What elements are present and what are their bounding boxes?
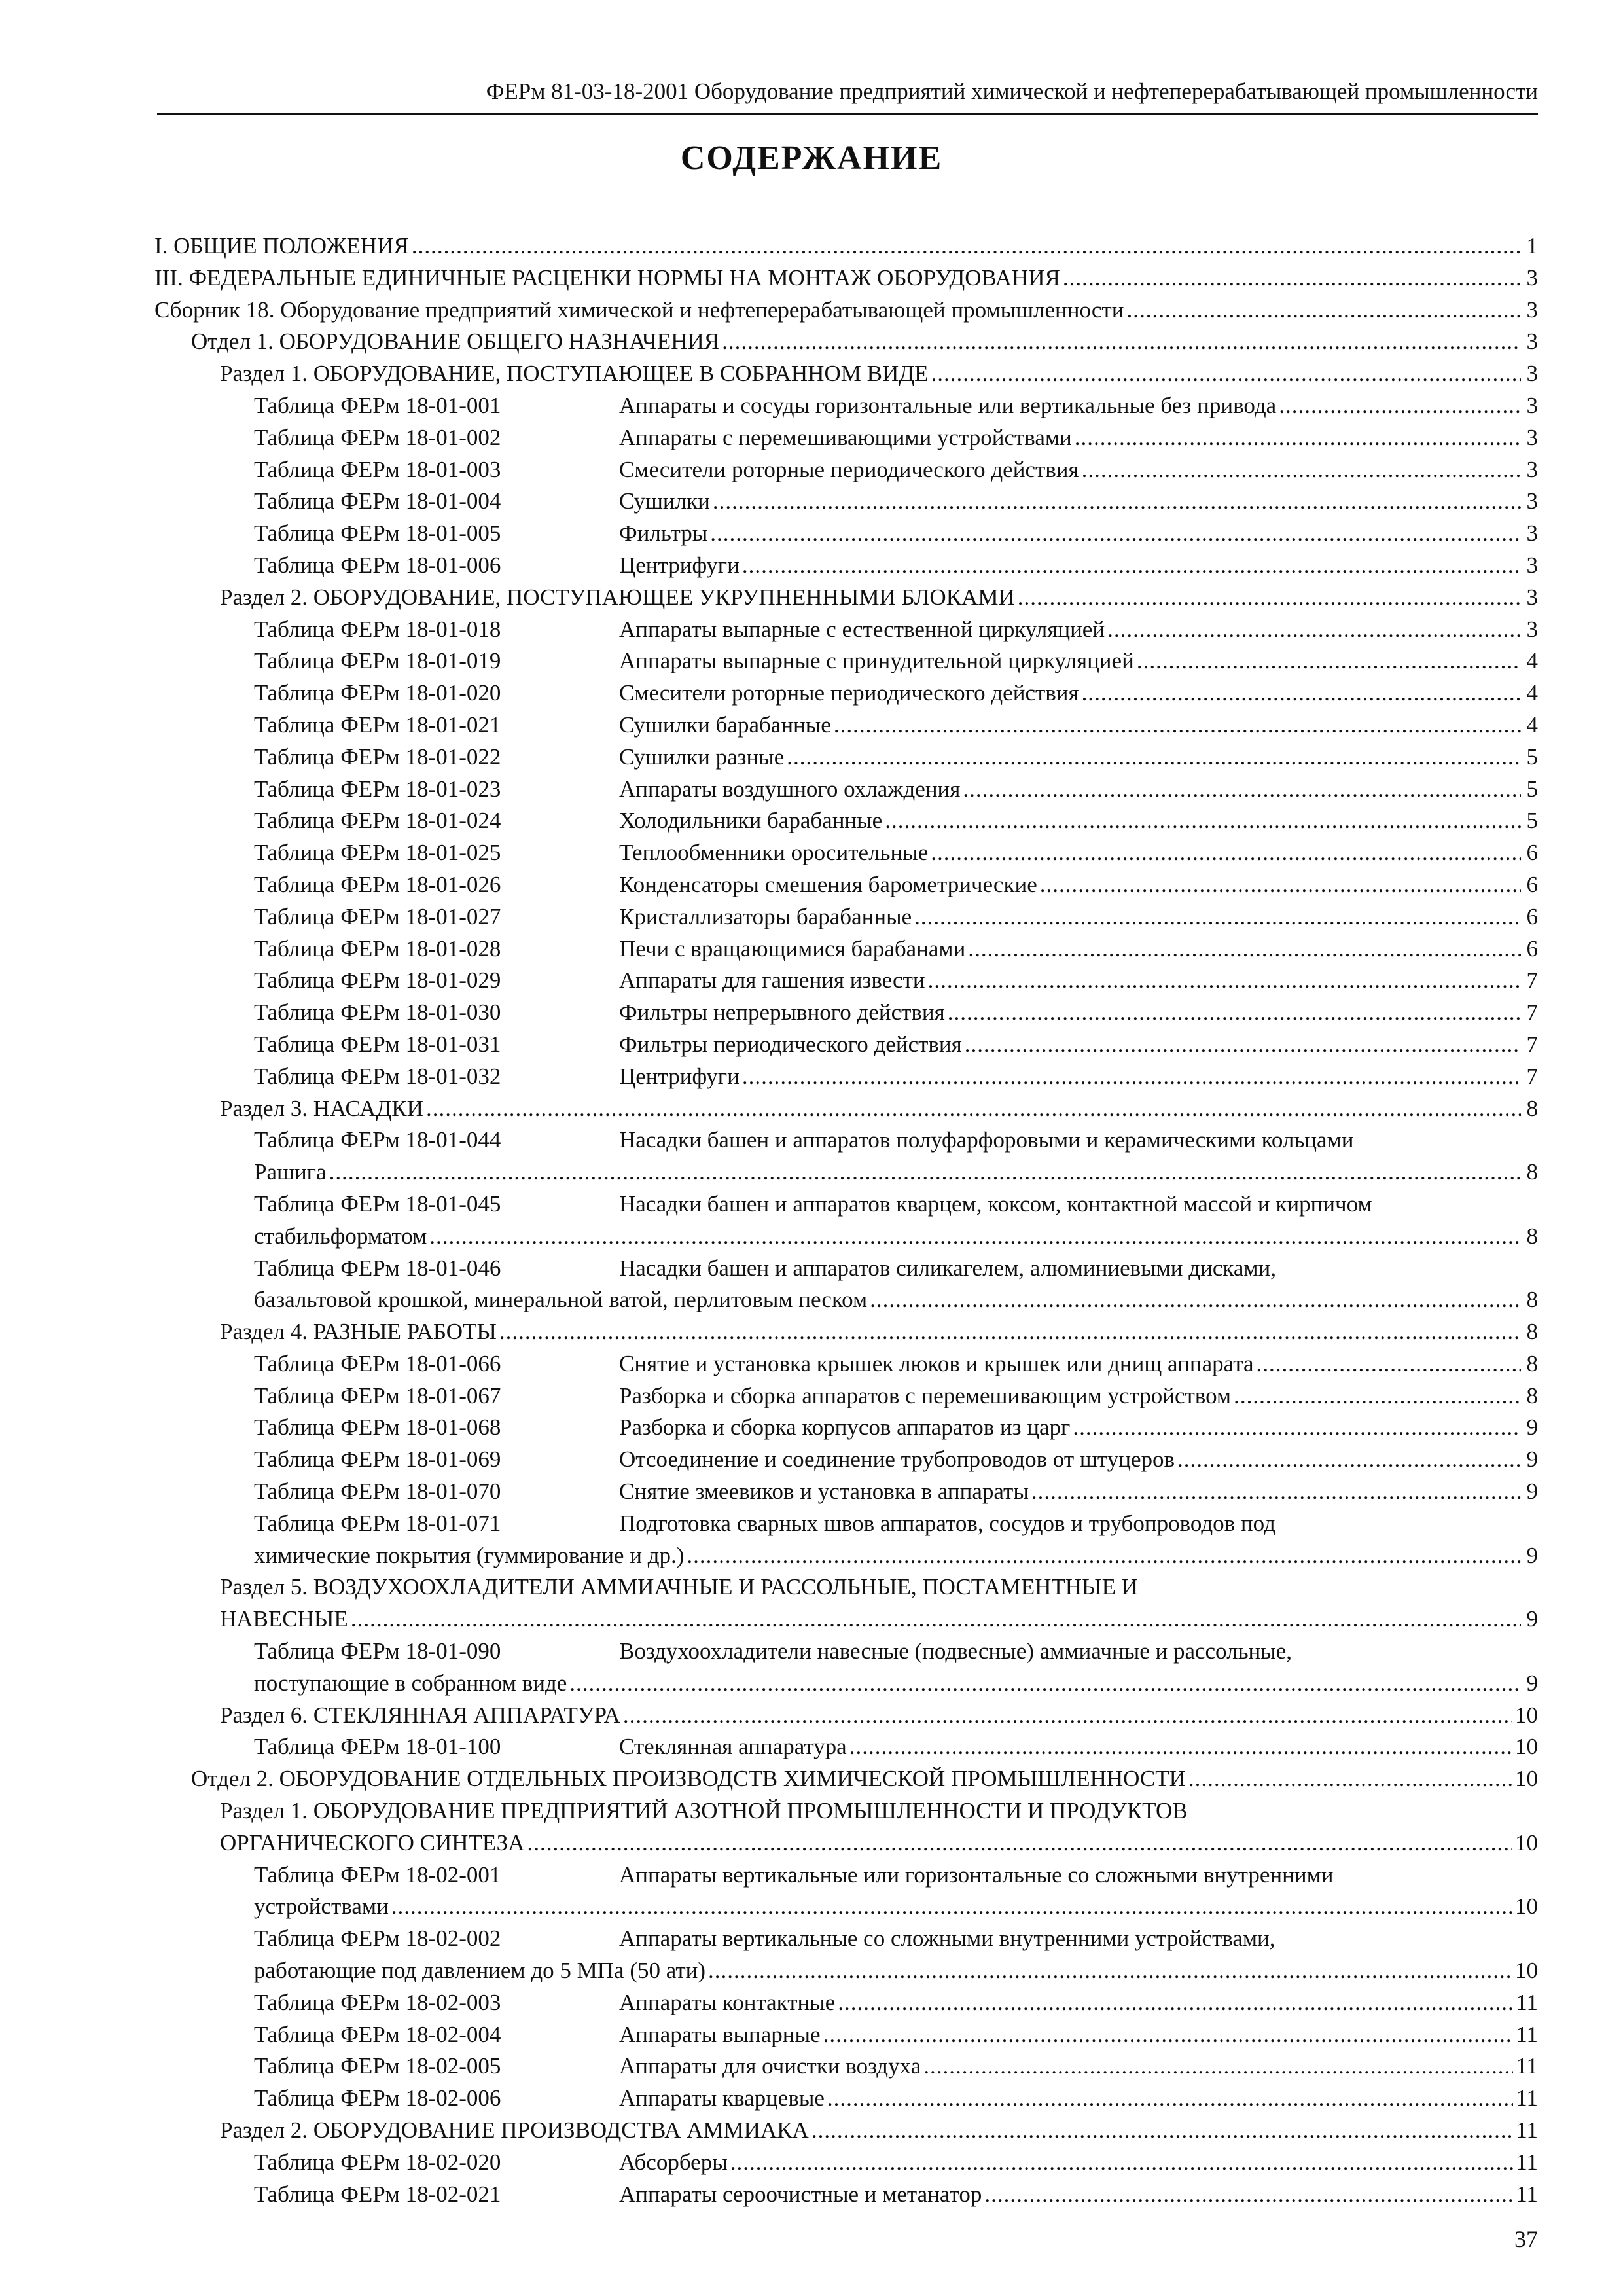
toc-entry-title: Воздухоохладители навесные (подвесные) аммиачные и рассольные, <box>619 1638 1293 1664</box>
toc-table-entry[interactable] <box>154 486 1538 518</box>
toc-entry-code: Таблица ФЕРм 18-02-021 <box>254 2181 501 2207</box>
dot-leader <box>1063 262 1521 295</box>
toc-entry-page: 8 <box>1521 1348 1538 1380</box>
toc-entry-title: Кристаллизаторы барабанные <box>619 903 912 929</box>
toc-entry-title: Аппараты сероочистные и метанатор <box>619 2181 982 2207</box>
dot-leader <box>827 2083 1513 2115</box>
toc-entry-page: 3 <box>1521 295 1538 327</box>
toc-table-entry[interactable] <box>154 2147 1538 2179</box>
toc-entry-page: 9 <box>1521 1604 1538 1636</box>
toc-entry-title: Разборка и сборка корпусов аппаратов из царг <box>619 1414 1071 1441</box>
toc-entry-title: Сушилки барабанные <box>619 711 831 738</box>
toc-entry-title: Аппараты вертикальные со сложными внутренними устройствами, <box>619 1926 1275 1952</box>
toc-entry-page: 3 <box>1521 326 1538 358</box>
dot-leader <box>1188 1763 1512 1795</box>
page-number: 37 <box>1514 2226 1538 2252</box>
toc-entry-title: Снятие и установка крышек люков и крышек или днищ аппарата <box>619 1350 1254 1376</box>
toc-entry-code: Таблица ФЕРм 18-01-070 <box>254 1479 501 1505</box>
toc-entry-page: 6 <box>1521 837 1538 869</box>
toc-entry-code: Таблица ФЕРм 18-02-006 <box>254 2085 501 2111</box>
toc-section-entry[interactable] <box>154 1093 1538 1125</box>
toc-entry-page: 10 <box>1512 1891 1538 1923</box>
toc-table-entry[interactable] <box>154 742 1538 774</box>
dot-leader <box>948 997 1521 1029</box>
toc-entry-title: Аппараты и сосуды горизонтальные или вертикальные без привода <box>619 392 1277 418</box>
toc-table-entry[interactable] <box>154 869 1538 901</box>
dot-leader <box>984 2179 1513 2211</box>
toc-entry-code: Таблица ФЕРм 18-01-006 <box>254 552 501 578</box>
toc-entry-title: Раздел 4. РАЗНЫЕ РАБОТЫ <box>220 1319 497 1345</box>
toc-table-entry[interactable] <box>154 1380 1538 1412</box>
toc-entry-page: 8 <box>1521 1157 1538 1189</box>
toc-entry-title-continuation: Рашига <box>254 1157 329 1189</box>
dot-leader <box>710 518 1521 550</box>
toc-entry-code: Таблица ФЕРм 18-01-022 <box>254 744 501 770</box>
dot-leader <box>923 2051 1513 2083</box>
dot-leader <box>527 1827 1513 1859</box>
toc-table-entry[interactable] <box>154 1923 1538 1955</box>
dot-leader <box>838 1987 1513 2019</box>
toc-table-entry[interactable] <box>154 1412 1538 1444</box>
toc-entry-code: Таблица ФЕРм 18-01-069 <box>254 1446 501 1473</box>
toc-entry-page: 5 <box>1521 774 1538 806</box>
toc-entry-code: Таблица ФЕРм 18-02-003 <box>254 1989 501 2015</box>
dot-leader <box>965 1029 1521 1061</box>
toc-table-entry[interactable] <box>154 1636 1538 1668</box>
toc-entry-title: Аппараты кварцевые <box>619 2085 825 2111</box>
toc-table-entry[interactable] <box>154 614 1538 646</box>
toc-table-entry[interactable] <box>154 933 1538 965</box>
toc-entry-page: 11 <box>1513 1987 1538 2019</box>
toc-table-entry[interactable] <box>154 677 1538 709</box>
toc-table-entry[interactable] <box>154 805 1538 837</box>
toc-entry-title: Раздел 2. ОБОРУДОВАНИЕ, ПОСТУПАЮЩЕЕ УКРУПНЕННЫМИ БЛОКАМИ <box>220 584 1015 610</box>
toc-table-entry[interactable] <box>154 837 1538 869</box>
toc-entry-page: 11 <box>1513 2051 1538 2083</box>
toc-entry-code: Таблица ФЕРм 18-01-028 <box>254 935 501 961</box>
toc-entry-title-continuation: поступающие в собранном виде <box>254 1668 569 1700</box>
toc-entry-code: Таблица ФЕРм 18-01-030 <box>254 999 501 1026</box>
running-header-text: ФЕРм 81-03-18-2001 Оборудование предприятий химической и нефтеперерабатывающей промышленности <box>486 79 1538 104</box>
toc-entry-page: 8 <box>1521 1093 1538 1125</box>
toc-entry-title: Смесители роторные периодического действия <box>619 456 1079 482</box>
toc-entry-code: Таблица ФЕРм 18-01-003 <box>254 456 501 482</box>
toc-entry-page: 3 <box>1521 550 1538 582</box>
toc-entry-code: Таблица ФЕРм 18-01-018 <box>254 616 501 642</box>
toc-table-entry[interactable] <box>154 1508 1538 1540</box>
toc-entry-title: Абсорберы <box>619 2149 728 2175</box>
toc-entry-title-continuation: ОРГАНИЧЕСКОГО СИНТЕЗА <box>220 1827 527 1859</box>
dot-leader <box>787 742 1521 774</box>
toc-entry-page: 10 <box>1512 1731 1538 1763</box>
dot-leader <box>928 965 1521 997</box>
dot-leader <box>391 1891 1512 1923</box>
toc-entry-page: 3 <box>1521 422 1538 454</box>
dot-leader <box>351 1604 1521 1636</box>
toc-entry-code: Таблица ФЕРм 18-01-020 <box>254 680 501 706</box>
toc-entry-page: 3 <box>1521 390 1538 422</box>
dot-leader <box>1137 645 1521 677</box>
toc-entry-title: Сушилки <box>619 488 710 514</box>
toc-table-entry[interactable] <box>154 1029 1538 1061</box>
dot-leader <box>870 1284 1521 1316</box>
dot-leader <box>931 837 1521 869</box>
toc-entry-page: 9 <box>1521 1540 1538 1572</box>
toc-entry-code: Таблица ФЕРм 18-02-001 <box>254 1861 501 1888</box>
toc-entry-title: Отдел 1. ОБОРУДОВАНИЕ ОБЩЕГО НАЗНАЧЕНИЯ <box>191 329 720 355</box>
toc-entry-title: Аппараты с перемешивающими устройствами <box>619 424 1072 450</box>
toc-entry-code: Таблица ФЕРм 18-01-029 <box>254 967 501 994</box>
toc-entry-code: Таблица ФЕРм 18-01-021 <box>254 711 501 738</box>
toc-entry-title: Сушилки разные <box>619 744 785 770</box>
toc-entry-code: Таблица ФЕРм 18-01-045 <box>254 1191 501 1217</box>
toc-entry-title: Раздел 1. ОБОРУДОВАНИЕ ПРЕДПРИЯТИЙ АЗОТНОЙ ПРОМЫШЛЕННОСТИ И ПРОДУКТОВ <box>220 1798 1188 1824</box>
toc-entry-continuation[interactable] <box>154 1955 1538 1987</box>
toc-entry-page: 9 <box>1521 1444 1538 1476</box>
toc-entry-code: Таблица ФЕРм 18-01-046 <box>254 1255 501 1281</box>
dot-leader <box>1082 454 1521 486</box>
toc-table-entry[interactable] <box>154 965 1538 997</box>
toc-entry-code: Таблица ФЕРм 18-01-024 <box>254 808 501 834</box>
toc-entry-code: Таблица ФЕРм 18-01-032 <box>254 1063 501 1089</box>
toc-section-entry[interactable] <box>154 1700 1538 1732</box>
toc-entry-title: I. ОБЩИЕ ПОЛОЖЕНИЯ <box>154 233 409 259</box>
toc-entry-title: Холодильники барабанные <box>619 808 883 834</box>
toc-entry-page: 10 <box>1512 1700 1538 1732</box>
toc-entry-code: Таблица ФЕРм 18-01-019 <box>254 648 501 674</box>
toc-entry-title: Аппараты для гашения извести <box>619 967 925 994</box>
toc-entry-code: Таблица ФЕРм 18-02-005 <box>254 2053 501 2079</box>
dot-leader <box>722 326 1521 358</box>
toc-entry-page: 3 <box>1521 614 1538 646</box>
dot-leader <box>1177 1444 1521 1476</box>
toc-entry-title: Центрифуги <box>619 552 740 578</box>
toc-table-entry[interactable] <box>154 774 1538 806</box>
toc-table-entry[interactable] <box>154 1253 1538 1285</box>
dot-leader <box>730 2147 1514 2179</box>
toc-entry-title: Сборник 18. Оборудование предприятий химической и нефтеперерабатывающей промышленности <box>154 296 1124 323</box>
dot-leader <box>412 230 1521 262</box>
toc-entry-code: Таблица ФЕРм 18-01-004 <box>254 488 501 514</box>
toc-entry-title: Снятие змеевиков и установка в аппараты <box>619 1479 1029 1505</box>
dot-leader <box>1073 1412 1521 1444</box>
toc-entry-title: Отдел 2. ОБОРУДОВАНИЕ ОТДЕЛЬНЫХ ПРОИЗВОДСТВ ХИМИЧЕСКОЙ ПРОМЫШЛЕННОСТИ <box>191 1766 1186 1792</box>
toc-entry-page: 11 <box>1513 2019 1538 2051</box>
toc-entry-page: 9 <box>1521 1412 1538 1444</box>
running-header <box>157 75 1538 115</box>
toc-table-entry[interactable] <box>154 1476 1538 1508</box>
toc-entry-title-continuation: химические покрытия (гуммирование и др.) <box>254 1540 687 1572</box>
toc-entry-title: Аппараты выпарные с естественной циркуляцией <box>619 616 1105 642</box>
dot-leader <box>1257 1348 1522 1380</box>
toc-entry-continuation[interactable] <box>154 1604 1538 1636</box>
dot-leader <box>1107 614 1521 646</box>
toc-table-entry[interactable] <box>154 1859 1538 1892</box>
toc-table-entry[interactable] <box>154 454 1538 486</box>
toc-entry-page: 8 <box>1521 1284 1538 1316</box>
toc-entry-continuation[interactable] <box>154 1668 1538 1700</box>
toc-entry-title: Конденсаторы смешения барометрические <box>619 871 1037 897</box>
toc-entry-code: Таблица ФЕРм 18-01-026 <box>254 871 501 897</box>
toc-entry-page: 7 <box>1521 965 1538 997</box>
toc-entry-page: 3 <box>1521 454 1538 486</box>
toc-table-entry[interactable] <box>154 709 1538 742</box>
toc-entry-title: Раздел 6. СТЕКЛЯННАЯ АППАРАТУРА <box>220 1702 620 1728</box>
dot-leader <box>931 358 1521 390</box>
toc-table-entry[interactable] <box>154 390 1538 422</box>
dot-leader <box>812 2115 1513 2147</box>
dot-leader <box>1126 295 1521 327</box>
toc-entry-page: 9 <box>1521 1476 1538 1508</box>
toc-entry-page: 11 <box>1513 2179 1538 2211</box>
toc-entry-page: 11 <box>1513 2147 1538 2179</box>
toc-entry-code: Таблица ФЕРм 18-01-068 <box>254 1414 501 1441</box>
toc-entry-page: 10 <box>1512 1827 1538 1859</box>
toc-table-entry[interactable] <box>154 518 1538 550</box>
dot-leader <box>426 1093 1521 1125</box>
toc-entry-code: Таблица ФЕРм 18-01-027 <box>254 903 501 929</box>
toc-entry-page: 3 <box>1521 358 1538 390</box>
toc-entry-code: Таблица ФЕРм 18-01-067 <box>254 1382 501 1408</box>
toc-entry-title: Теплообменники оросительные <box>619 840 929 866</box>
toc-entry-page: 7 <box>1521 1029 1538 1061</box>
page-title: СОДЕРЖАНИЕ <box>680 139 943 177</box>
toc-entry-title-continuation: стабильформатом <box>254 1221 429 1253</box>
toc-entry-title: Насадки башен и аппаратов кварцем, коксом, контактной массой и кирпичом <box>619 1191 1372 1217</box>
toc-entry-title: Центрифуги <box>619 1063 740 1089</box>
toc-entry-title: Отсоединение и соединение трубопроводов от штуцеров <box>619 1446 1175 1473</box>
toc-entry-code: Таблица ФЕРм 18-01-005 <box>254 520 501 547</box>
toc-entry-page: 7 <box>1521 997 1538 1029</box>
toc-entry-title: Аппараты контактные <box>619 1989 836 2015</box>
dot-leader <box>1018 582 1521 614</box>
dot-leader <box>742 1061 1521 1093</box>
dot-leader <box>713 486 1521 518</box>
toc-table-entry[interactable] <box>154 645 1538 677</box>
toc-entry-page: 4 <box>1521 677 1538 709</box>
toc-section-entry[interactable] <box>154 1316 1538 1348</box>
toc-entry-page: 11 <box>1513 2115 1538 2147</box>
toc-entry-continuation[interactable] <box>154 1827 1538 1859</box>
toc-section-entry[interactable] <box>154 326 1538 358</box>
toc-entry-title: Аппараты вертикальные или горизонтальные со сложными внутренними <box>619 1861 1334 1888</box>
toc-section-entry[interactable] <box>154 2115 1538 2147</box>
dot-leader <box>849 1731 1512 1763</box>
toc-section-entry[interactable] <box>154 1795 1538 1827</box>
dot-leader <box>1075 422 1521 454</box>
dot-leader <box>968 933 1521 965</box>
toc-table-entry[interactable] <box>154 2019 1538 2051</box>
toc-entry-page: 4 <box>1521 645 1538 677</box>
table-of-contents <box>154 230 1538 2210</box>
dot-leader <box>687 1540 1521 1572</box>
dot-leader <box>569 1668 1521 1700</box>
dot-leader <box>1040 869 1521 901</box>
toc-entry-title: Фильтры <box>619 520 708 547</box>
toc-entry-title-continuation: базальтовой крошкой, минеральной ватой, перлитовым песком <box>254 1284 870 1316</box>
toc-entry-page: 3 <box>1521 518 1538 550</box>
toc-table-entry[interactable] <box>154 1189 1538 1221</box>
toc-entry-page: 8 <box>1521 1380 1538 1412</box>
toc-section-entry[interactable] <box>154 230 1538 262</box>
toc-table-entry[interactable] <box>154 1061 1538 1093</box>
toc-entry-code: Таблица ФЕРм 18-01-071 <box>254 1510 501 1536</box>
toc-entry-title: Подготовка сварных швов аппаратов, сосудов и трубопроводов под <box>619 1510 1275 1536</box>
toc-section-entry[interactable] <box>154 1763 1538 1795</box>
toc-entry-title: Фильтры непрерывного действия <box>619 999 945 1026</box>
toc-entry-code: Таблица ФЕРм 18-02-020 <box>254 2149 501 2175</box>
toc-section-entry[interactable] <box>154 262 1538 295</box>
dot-leader <box>1082 677 1521 709</box>
toc-entry-code: Таблица ФЕРм 18-01-023 <box>254 776 501 802</box>
toc-entry-title: Стеклянная аппаратура <box>619 1734 847 1760</box>
toc-entry-continuation[interactable] <box>154 1157 1538 1189</box>
toc-table-entry[interactable] <box>154 2051 1538 2083</box>
toc-entry-title: Раздел 2. ОБОРУДОВАНИЕ ПРОИЗВОДСТВА АММИАКА <box>220 2117 809 2144</box>
dot-leader <box>623 1700 1512 1732</box>
toc-entry-continuation[interactable] <box>154 1891 1538 1923</box>
toc-entry-code: Таблица ФЕРм 18-01-002 <box>254 424 501 450</box>
dot-leader <box>429 1221 1521 1253</box>
toc-entry-title-continuation: устройствами <box>254 1891 391 1923</box>
toc-entry-page: 5 <box>1521 742 1538 774</box>
toc-entry-title: Раздел 1. ОБОРУДОВАНИЕ, ПОСТУПАЮЩЕЕ В СОБРАННОМ ВИДЕ <box>220 361 929 387</box>
toc-entry-page: 1 <box>1521 230 1538 262</box>
toc-entry-code: Таблица ФЕРм 18-02-004 <box>254 2021 501 2047</box>
dot-leader <box>823 2019 1514 2051</box>
toc-entry-page: 3 <box>1521 486 1538 518</box>
toc-table-entry[interactable] <box>154 901 1538 933</box>
toc-entry-title: Разборка и сборка аппаратов с перемешивающим устройством <box>619 1382 1232 1408</box>
toc-entry-page: 3 <box>1521 582 1538 614</box>
toc-entry-title-continuation: работающие под давлением до 5 МПа (50 ати) <box>254 1955 708 1987</box>
toc-entry-title: Смесители роторные периодического действия <box>619 680 1079 706</box>
toc-entry-title: Раздел 3. НАСАДКИ <box>220 1095 423 1121</box>
toc-entry-page: 8 <box>1521 1316 1538 1348</box>
toc-entry-page: 5 <box>1521 805 1538 837</box>
toc-entry-continuation[interactable] <box>154 1540 1538 1572</box>
toc-entry-code: Таблица ФЕРм 18-01-100 <box>254 1734 501 1760</box>
toc-entry-page: 9 <box>1521 1668 1538 1700</box>
toc-entry-continuation[interactable] <box>154 1284 1538 1316</box>
dot-leader <box>499 1316 1521 1348</box>
dot-leader <box>1279 390 1521 422</box>
toc-table-entry[interactable] <box>154 1124 1538 1157</box>
toc-entry-code: Таблица ФЕРм 18-01-031 <box>254 1031 501 1057</box>
toc-section-entry[interactable] <box>154 1571 1538 1604</box>
toc-entry-code: Таблица ФЕРм 18-01-044 <box>254 1127 501 1153</box>
dot-leader <box>1031 1476 1521 1508</box>
toc-entry-page: 7 <box>1521 1061 1538 1093</box>
toc-entry-title-continuation: НАВЕСНЫЕ <box>220 1604 351 1636</box>
toc-entry-title: Аппараты воздушного охлаждения <box>619 776 961 802</box>
dot-leader <box>914 901 1521 933</box>
toc-entry-page: 4 <box>1521 709 1538 742</box>
toc-entry-page: 10 <box>1512 1955 1538 1987</box>
toc-entry-page: 6 <box>1521 933 1538 965</box>
toc-entry-title: Раздел 5. ВОЗДУХООХЛАДИТЕЛИ АММИАЧНЫЕ И РАССОЛЬНЫЕ, ПОСТАМЕНТНЫЕ И <box>220 1574 1138 1600</box>
toc-section-entry[interactable] <box>154 582 1538 614</box>
toc-entry-title: Насадки башен и аппаратов силикагелем, алюминиевыми дисками, <box>619 1255 1276 1281</box>
toc-entry-code: Таблица ФЕРм 18-01-066 <box>254 1350 501 1376</box>
toc-table-entry[interactable] <box>154 422 1538 454</box>
toc-entry-page: 10 <box>1512 1763 1538 1795</box>
toc-entry-code: Таблица ФЕРм 18-01-001 <box>254 392 501 418</box>
dot-leader <box>885 805 1521 837</box>
toc-entry-title: Насадки башен и аппаратов полуфарфоровыми и керамическими кольцами <box>619 1127 1354 1153</box>
dot-leader <box>742 550 1521 582</box>
toc-entry-page: 6 <box>1521 901 1538 933</box>
toc-table-entry[interactable] <box>154 1444 1538 1476</box>
toc-section-entry[interactable] <box>154 295 1538 327</box>
toc-table-entry[interactable] <box>154 2179 1538 2211</box>
toc-entry-title: Аппараты выпарные с принудительной циркуляцией <box>619 648 1134 674</box>
dot-leader <box>708 1955 1512 1987</box>
toc-entry-page: 8 <box>1521 1221 1538 1253</box>
toc-entry-continuation[interactable] <box>154 1221 1538 1253</box>
dot-leader <box>834 709 1521 742</box>
dot-leader <box>963 774 1521 806</box>
toc-entry-page: 11 <box>1513 2083 1538 2115</box>
toc-table-entry[interactable] <box>154 2083 1538 2115</box>
toc-entry-code: Таблица ФЕРм 18-02-002 <box>254 1926 501 1952</box>
toc-entry-code: Таблица ФЕРм 18-01-025 <box>254 840 501 866</box>
toc-section-entry[interactable] <box>154 358 1538 390</box>
toc-entry-page: 3 <box>1521 262 1538 295</box>
toc-entry-title: Аппараты для очистки воздуха <box>619 2053 921 2079</box>
toc-table-entry[interactable] <box>154 1987 1538 2019</box>
toc-table-entry[interactable] <box>154 1731 1538 1763</box>
dot-leader <box>1234 1380 1521 1412</box>
toc-entry-title: III. ФЕДЕРАЛЬНЫЕ ЕДИНИЧНЫЕ РАСЦЕНКИ НОРМЫ НА МОНТАЖ ОБОРУДОВАНИЯ <box>154 264 1060 291</box>
toc-entry-title: Аппараты выпарные <box>619 2021 821 2047</box>
toc-entry-page: 6 <box>1521 869 1538 901</box>
toc-entry-title: Фильтры периодического действия <box>619 1031 962 1057</box>
toc-entry-title: Печи с вращающимися барабанами <box>619 935 966 961</box>
toc-entry-code: Таблица ФЕРм 18-01-090 <box>254 1638 501 1664</box>
toc-table-entry[interactable] <box>154 997 1538 1029</box>
dot-leader <box>329 1157 1521 1189</box>
toc-table-entry[interactable] <box>154 550 1538 582</box>
toc-table-entry[interactable] <box>154 1348 1538 1380</box>
